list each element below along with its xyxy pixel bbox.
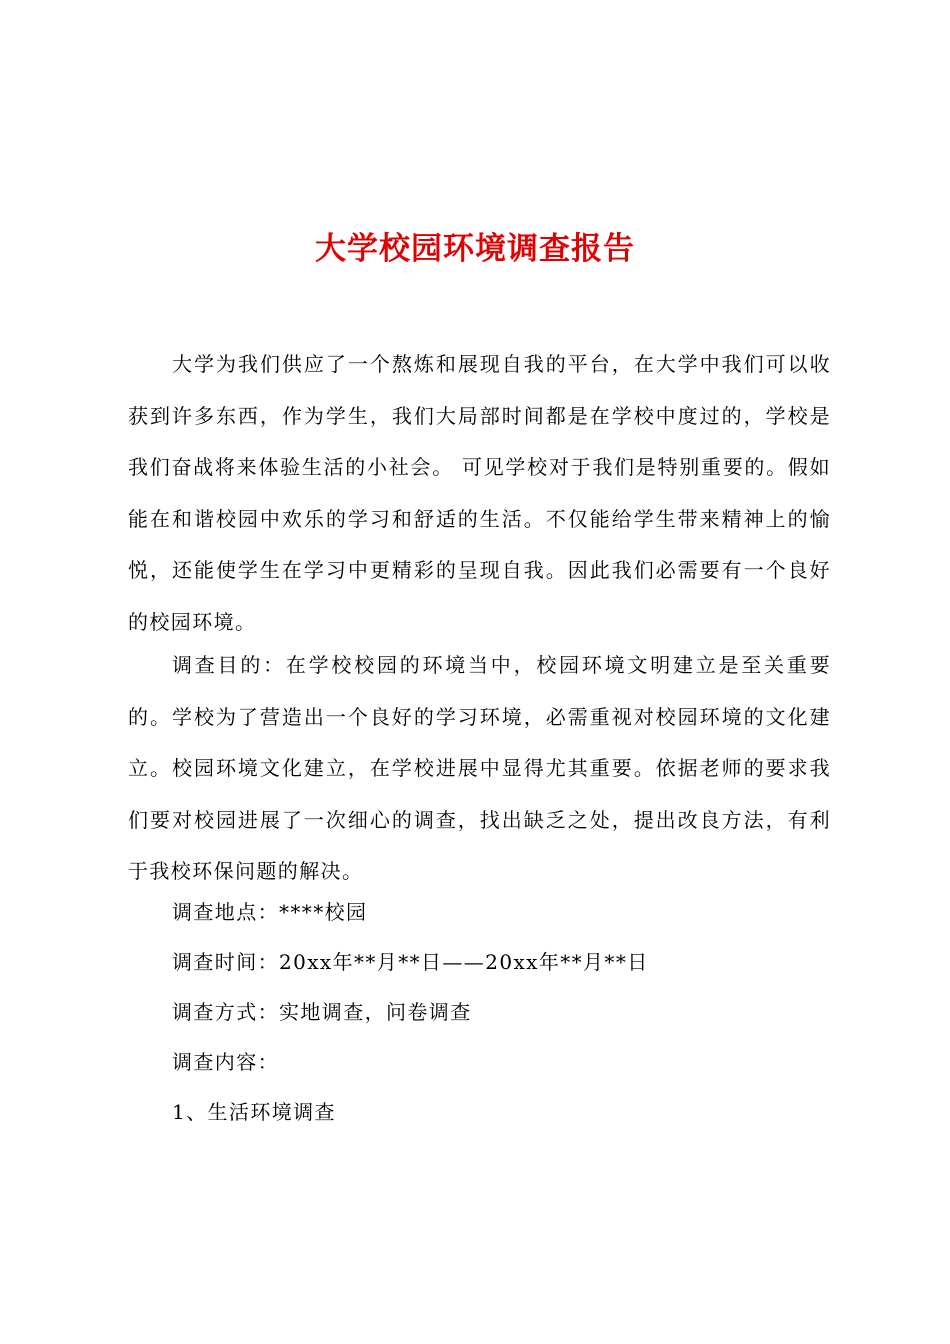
- survey-item-1: 1、生活环境调查: [172, 1100, 336, 1124]
- paragraph-intro: 大学为我们供应了一个熬炼和展现自我的平台，在大学中我们可以收获到许多东西，作为学生，我们大局部时间都是在学校中度过的，学校是我们奋战将来体验生活的小社会。 可见学校对于我们是特别重要的。假如能在和谐校园中欢乐的学习和舒适的生活。不仅能给学生带来精神上的愉悦，还能使学生在学习中更精彩的呈现自我。因此我们必需要有一个良好的校园环境。: [128, 352, 831, 634]
- paragraph-purpose: 调查目的：在学校校园的环境当中，校园环境文明建立是至关重要的。学校为了营造出一个良好的学习环境，必需重视对校园环境的文化建立。校园环境文化建立，在学校进展中显得尤其重要。依据老师的要求我们要对校园进展了一次细心的调查，找出缺乏之处，提出改良方法，有利于我校环保问题的解决。: [128, 653, 831, 883]
- survey-location: 调查地点：****校园: [172, 900, 368, 924]
- survey-time: 调查时间：20xx年**月**日——20xx年**月**日: [172, 950, 649, 974]
- document-title: 大学校园环境调查报告: [315, 230, 635, 267]
- survey-content-heading: 调查内容：: [172, 1050, 279, 1074]
- survey-method: 调查方式：实地调查，问卷调查: [172, 1000, 472, 1024]
